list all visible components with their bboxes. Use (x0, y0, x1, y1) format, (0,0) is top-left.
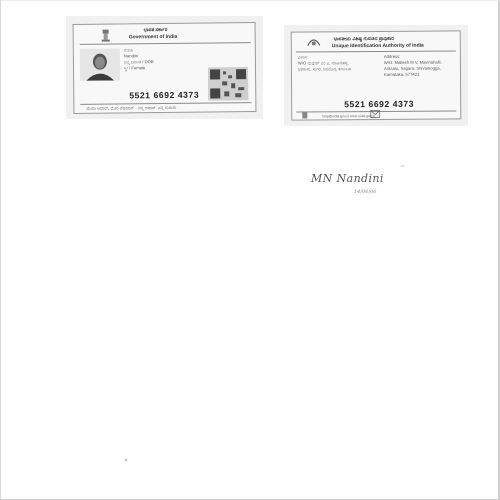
signature-flourish: ~ (400, 163, 406, 170)
holder-name: Nandini (123, 53, 139, 59)
back-footer-text: help@uidai.gov.in www.uidai.gov.in (322, 114, 375, 119)
front-header-title: Government of India (128, 33, 178, 41)
address-line-3: Karnataka, 577421 (383, 71, 420, 77)
scan-speck (125, 459, 127, 461)
front-header-script: ಭಾರತ ಸರ್ಕಾರ (143, 26, 168, 34)
address-script-line-2: ಅರಸಾಳು, ಸಾಗರ, ಶಿವಮೊಗ್ಗ, ಕರ್ನಾಟಕ (297, 66, 351, 72)
back-aadhaar-number: 5521 6692 4373 (344, 98, 415, 110)
address-line-2: Arasalu, Sagara, Shivamogga, (383, 65, 441, 71)
aadhaar-logo-icon (306, 36, 322, 46)
qr-code (208, 67, 248, 100)
holder-name-script: ನಂದಿನಿ (123, 47, 134, 53)
address-line-1: W/O: Mallesh M V, Mavinahalli, (383, 59, 442, 65)
back-header-title: Unique Identification Authority of India (331, 42, 424, 50)
front-footer-text: ಮೇರಾ ಆಧಾರ್, ಮೇರಿ ಪೆಹಚಾನ್ · ನನ್ನ ಆಧಾರ್, ನನ್ನ ಗುರುತು (86, 104, 177, 111)
address-label-script: ವಿಳಾಸ: (297, 54, 308, 60)
holder-dob: ಜನ್ಮ ದಿನಾಂಕ / DOB (123, 59, 154, 65)
address-label: Address: (383, 53, 401, 59)
back-header-rule (296, 50, 456, 52)
aadhaar-back-card (291, 30, 462, 120)
back-header-script: ಭಾರತೀಯ ವಿಶಿಷ್ಟ ಗುರುತಿನ ಪ್ರಾಧಿಕಾರ (333, 35, 394, 43)
aadhaar-front-card (73, 22, 257, 114)
front-aadhaar-number: 5521 6692 4373 (129, 89, 200, 101)
ashoka-emblem-icon (100, 29, 112, 43)
holder-gender: ಸ್ತ್ರೀ / Female (123, 65, 146, 71)
holder-photo (80, 48, 120, 80)
signature-date: 14/06/06 (354, 189, 377, 195)
handwritten-signature: MN Nandini (311, 172, 384, 185)
emblem-small-icon (300, 110, 309, 119)
address-script-line-1: W/O ಮಲ್ಲೇಶ್ ಎಂ ವಿ, ಮಾವಿನಹಳ್ಳಿ, (297, 60, 349, 66)
